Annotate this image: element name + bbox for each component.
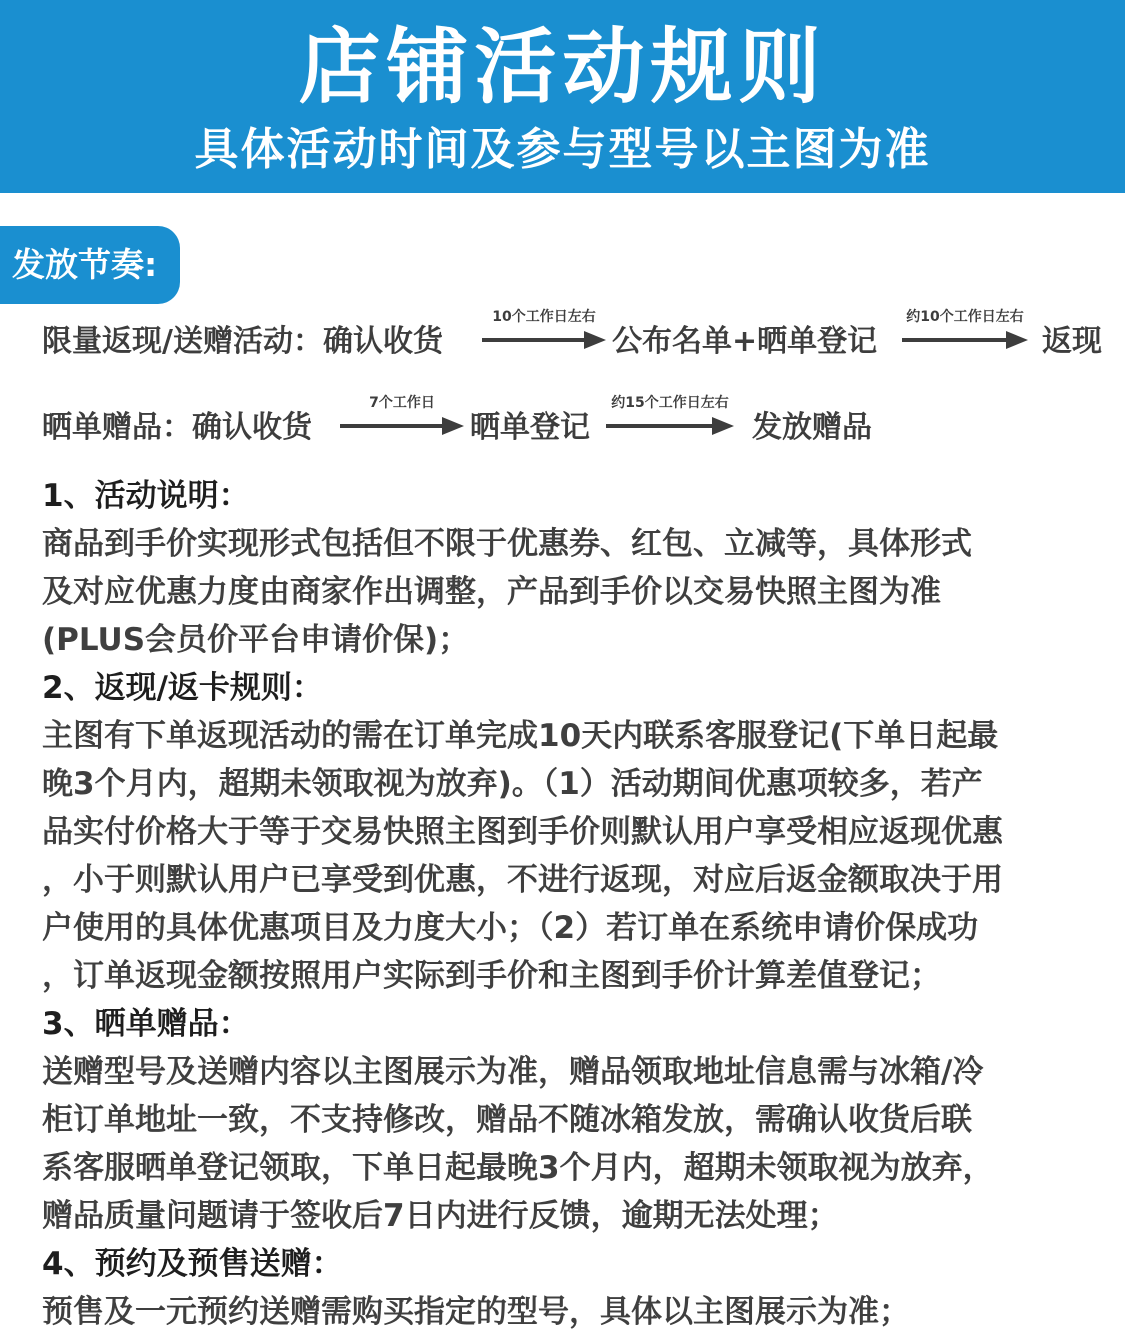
flow1-arrow1: [482, 308, 606, 352]
section-text-line: 送赠型号及送赠内容以主图展示为准，赠品领取地址信息需与冰箱/冷: [42, 1054, 984, 1090]
flow2-label-text: 晒单赠品：: [42, 410, 192, 445]
section-text-line: 晚3个月内，超期未领取视为放弃)。（1）活动期间优惠项较多，若产: [42, 766, 983, 802]
section-text-line: 主图有下单返现活动的需在订单完成10天内联系客服登记(下单日起最: [42, 718, 999, 754]
flow1-step2: 公布名单+晒单登记: [612, 324, 878, 359]
section-text-line: 及对应优惠力度由商家作出调整，产品到手价以交易快照主图为准: [42, 574, 941, 610]
flow2-step2: 晒单登记: [470, 410, 590, 445]
section-title: 3、晒单赠品：: [42, 1006, 250, 1042]
flow2-step1: 确认收货: [192, 410, 312, 445]
flow2-arrow2: [606, 394, 734, 438]
arrow-right-icon: [606, 416, 734, 436]
flow1-arrow2: [902, 308, 1028, 352]
flow2-arrow2-label: 约15个工作日左右: [611, 395, 729, 411]
section-text-line: 柜订单地址一致，不支持修改，赠品不随冰箱发放，需确认收货后联: [42, 1102, 972, 1138]
section-text-line: ，订单返现金额按照用户实际到手价和主图到手价计算差值登记；: [42, 958, 941, 994]
section-presale-gifts: [42, 1240, 1102, 1336]
flow2-arrow1: [340, 394, 464, 438]
section-text-line: (PLUS会员价平台申请价保)；: [42, 622, 470, 658]
section-text-line: 赠品质量问题请于签收后7日内进行反馈，逾期无法处理；: [42, 1198, 839, 1234]
flow1-label: [42, 322, 443, 362]
flow2-label: [42, 408, 312, 448]
section-title: 2、返现/返卡规则：: [42, 670, 323, 706]
section-title: 1、活动说明：: [42, 478, 250, 514]
section-title: 4、预约及预售送赠：: [42, 1246, 343, 1282]
arrow-right-icon: [902, 330, 1028, 350]
section-review-gifts: [42, 1000, 1102, 1240]
flow1-step3: 返现: [1042, 324, 1102, 359]
page-title: 店铺活动规则: [298, 20, 827, 115]
section-text-line: 系客服晒单登记领取，下单日起最晚3个月内，超期未领取视为放弃，: [42, 1150, 994, 1186]
flow2-arrow1-label: 7个工作日: [369, 395, 435, 411]
distribution-schedule-tag: 发放节奏:: [0, 226, 180, 304]
flow1-step1: 确认收货: [322, 324, 443, 359]
arrow-right-icon: [482, 330, 606, 350]
section-cashback-rules: [42, 664, 1102, 1000]
section-text-line: 预售及一元预约送赠需购买指定的型号，具体以主图展示为准；: [42, 1294, 910, 1330]
section-text-line: 商品到手价实现形式包括但不限于优惠券、红包、立减等，具体形式: [42, 526, 972, 562]
section-text-line: ，小于则默认用户已享受到优惠，不进行返现，对应后返金额取决于用: [42, 862, 1003, 898]
flow1-label-text: 限量返现/送赠活动：: [42, 324, 323, 359]
header-banner: [0, 0, 1125, 193]
arrow-right-icon: [340, 416, 464, 436]
flow1-arrow2-label: 约10个工作日左右: [906, 309, 1024, 325]
page-subtitle: 具体活动时间及参与型号以主图为准: [194, 124, 931, 175]
section-text-line: 品实付价格大于等于交易快照主图到手价则默认用户享受相应返现优惠: [42, 814, 1003, 850]
section-text-line: 户使用的具体优惠项目及力度大小；（2）若订单在系统申请价保成功: [42, 910, 979, 946]
flow2-step3: 发放赠品: [752, 410, 872, 445]
section-activity-description: [42, 472, 1102, 664]
flow1-arrow1-label: 10个工作日左右: [492, 309, 596, 325]
